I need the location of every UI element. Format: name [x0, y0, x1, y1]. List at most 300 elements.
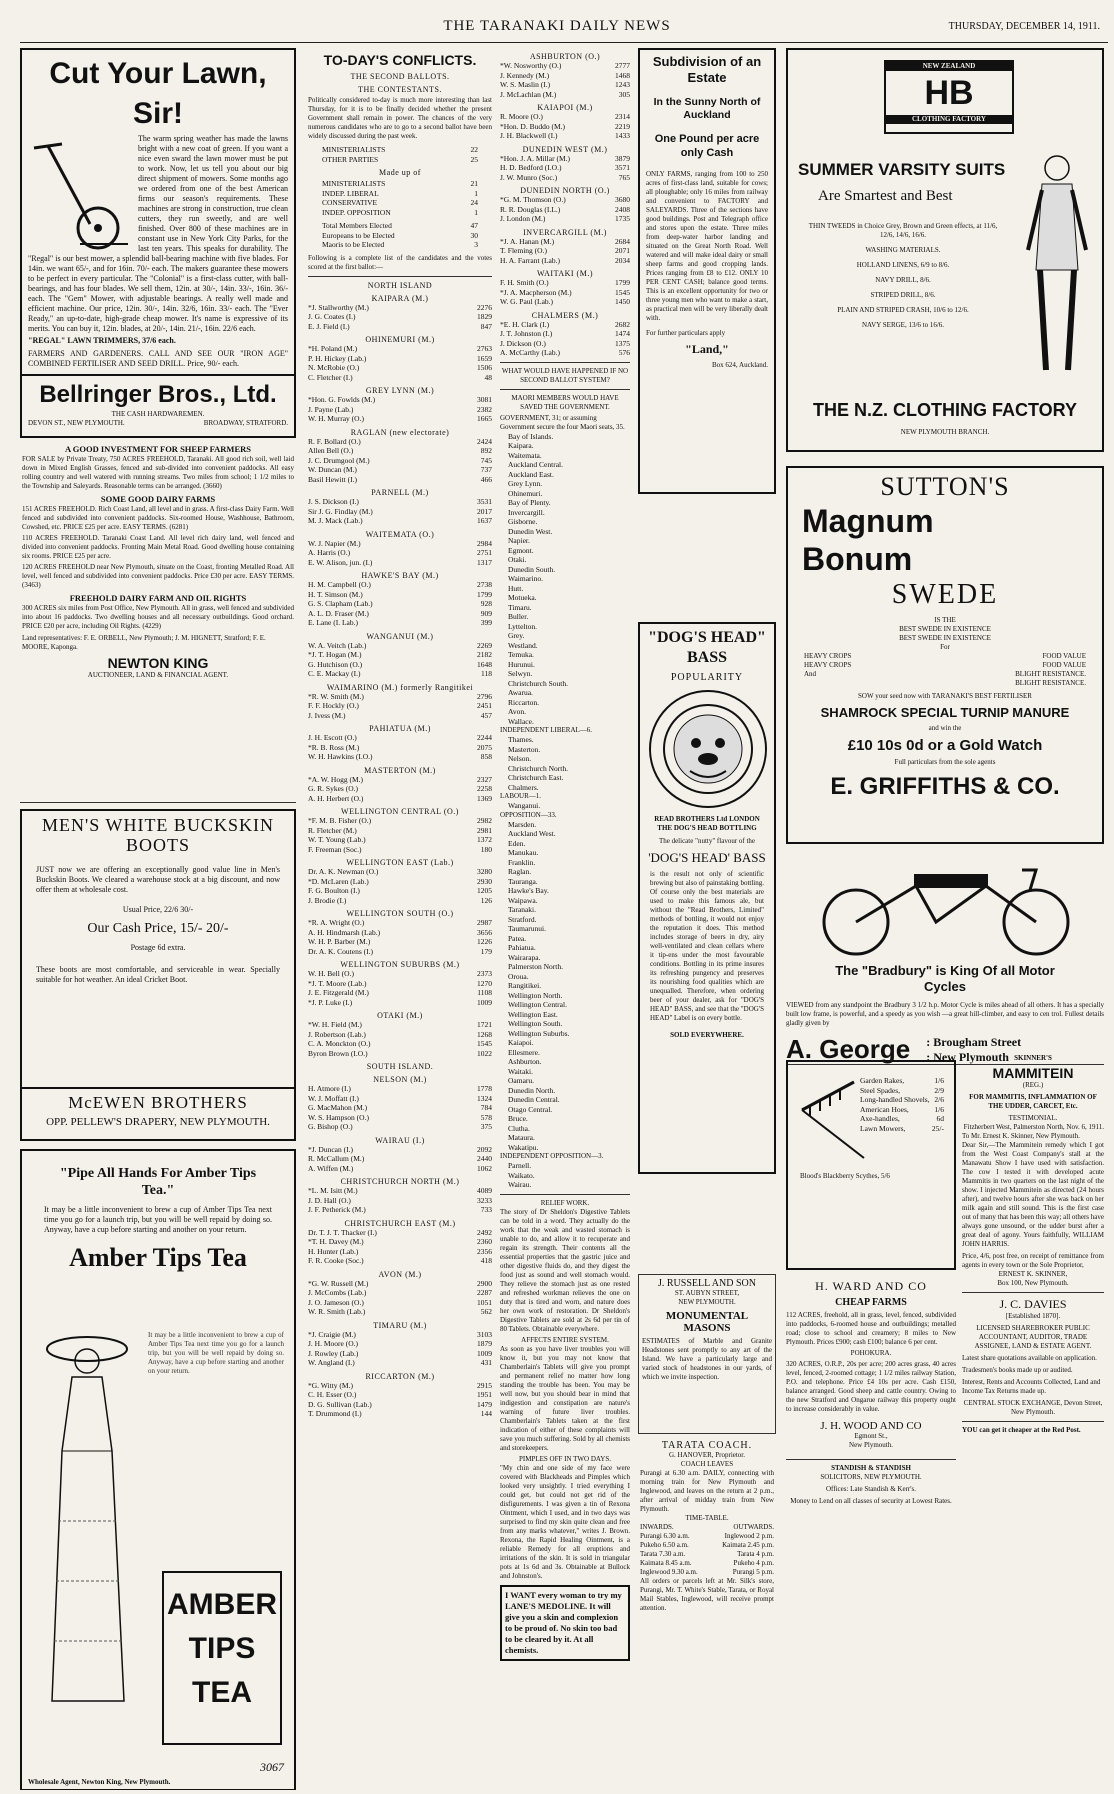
candidate-row [308, 414, 492, 424]
candidate-votes: 1951 [477, 1390, 492, 1399]
hb-logo [884, 60, 1014, 134]
contestants: THE CONTESTANTS. [358, 85, 442, 94]
estate-contact: For further particulars apply [646, 329, 726, 337]
candidate-votes: 1270 [477, 978, 492, 988]
candidate-row [500, 154, 630, 164]
candidate-row [308, 1030, 492, 1040]
candidate-name: G. MacMahon (M.) [308, 1103, 368, 1112]
lawn-headline: Cut Your Lawn, Sir! [49, 57, 267, 130]
bass-name: 'DOG'S HEAD' BASS [648, 850, 766, 865]
candidate-row [308, 1164, 492, 1174]
candidate-votes: 466 [480, 474, 492, 484]
griffiths: E. GRIFFITHS & CO. [830, 773, 1060, 800]
candidate-name: *T. H. Davey (M.) [308, 1237, 364, 1246]
bellringer-address [28, 419, 288, 428]
coach-time-row [640, 1541, 774, 1550]
list-item: Parnell. [508, 1161, 532, 1170]
coach-time: Tarata 4 p.m. [737, 1550, 774, 1558]
list-item: Tauranga. [508, 876, 538, 886]
candidate-name: *J. Craigie (M.) [308, 1329, 356, 1339]
ward-item: 112 ACRES, freehold, all in grass, level, fenced, subdivided into paddocks, 6-roomed house and outbuildings; metalled road; close to school and creamery; 8 miles to New Plymouth. Prices £900; cash £100; balance 6 per cent. [786, 1311, 956, 1346]
electorate-name: AVON (M.) [378, 1269, 422, 1279]
candidate-row [308, 1298, 492, 1308]
tea-agent: Wholesale Agent, Newton King, New Plymouth. [28, 1778, 171, 1786]
electorate-name: RICCARTON (M.) [365, 1371, 435, 1381]
tally-row [322, 208, 478, 218]
candidate-votes: 2777 [615, 61, 630, 70]
list-item: Hutt. [508, 583, 524, 593]
tally-value: 25 [470, 154, 478, 164]
hb-letters: HB [924, 74, 974, 112]
suits-sub: Are Smartest and Best [818, 188, 953, 204]
candidate-name: Basil Hewitt (I.) [308, 474, 357, 484]
tally-row [322, 189, 478, 199]
candidate-name: A. L. D. Fraser (M.) [308, 608, 369, 618]
tally-label: MINISTERIALISTS [322, 179, 386, 188]
and-word: And [804, 670, 817, 678]
candidate-name: *W. H. Field (M.) [308, 1020, 362, 1029]
candidate-name: W. T. Young (Lab.) [308, 835, 366, 844]
mammitis: FOR MAMMITIS, INFLAMMATION OF THE UDDER, CARCET, Etc. [969, 1093, 1097, 1110]
candidate-votes: 2981 [477, 825, 492, 835]
bass-sold: SOLD EVERYWHERE. [670, 1031, 744, 1039]
list-item: Ellesmere. [508, 1047, 540, 1057]
dairy2-heading: FREEHOLD DAIRY FARM AND OIL RIGHTS [69, 593, 247, 603]
candidate-votes: 1721 [477, 1020, 492, 1029]
opposition-heading: OPPOSITION—33. [500, 810, 557, 819]
candidate-votes: 3531 [477, 497, 492, 506]
candidate-name: P. H. Hickey (Lab.) [308, 353, 367, 363]
candidate-name: *D. McLaren (Lab.) [308, 876, 369, 886]
candidate-name: *E. H. Clark (I.) [500, 319, 550, 329]
newton-king-sub: AUCTIONEER, LAND & FINANCIAL AGENT. [87, 671, 229, 679]
south-island-results [308, 1075, 492, 1419]
tool-row [860, 1095, 944, 1105]
sheep-text: FOR SALE by Private Treaty, 750 ACRES FREEHOLD, Taranaki. All good rich soil, well laid down in Mixed English Grasses, fenced and sub-divided into convenient paddocks. All easy rolling country and well watered with running streams. Two miles from school; 1 1/2 miles to the Township and Saleyards. Reasonable terms can be arranged. (3660) [22, 455, 294, 490]
tea-text: It may be a little inconvenient to brew a cup of Amber Tips Tea next time you go for a launch trip, but you will be well repaid by doing so. Anyway, have a cup before starting and another on your return. [44, 1205, 272, 1234]
tally-label: MINISTERIALISTS [322, 145, 386, 154]
candidate-name: W. H. Murray (O.) [308, 414, 364, 423]
candidate-row [308, 784, 492, 794]
candidate-name: J. Robertson (Lab.) [308, 1029, 366, 1039]
list-item: Auckland East. [508, 469, 554, 479]
candidate-row [308, 1237, 492, 1247]
candidate-votes: 3680 [615, 195, 630, 204]
candidate-votes: 1506 [477, 363, 492, 372]
candidate-row [308, 711, 492, 721]
tally-value: 21 [470, 179, 478, 188]
tools-side: Blood's Blackberry Scythes, 5/6 [800, 1172, 890, 1180]
candidate-name: Byron Brown (I.O.) [308, 1048, 368, 1058]
north-island-heading: NORTH ISLAND [367, 280, 433, 290]
woman-illustration [32, 1321, 142, 1721]
candidate-row [308, 1154, 492, 1164]
candidate-votes: 3656 [477, 927, 492, 937]
candidate-row [308, 475, 492, 485]
candidate-votes: 1545 [615, 287, 630, 297]
candidate-name: J. McLachlan (M.) [500, 89, 557, 99]
hb-top: NEW ZEALAND [886, 62, 1012, 71]
rake-icon [794, 1070, 866, 1166]
crops-row [794, 661, 1096, 670]
candidate-name: F. R. Cooke (Soc.) [308, 1256, 364, 1265]
candidate-votes: 4089 [477, 1186, 492, 1195]
candidate-name: T. Fleming (O.) [500, 246, 547, 255]
ward-name: H. WARD AND CO [815, 1279, 927, 1293]
column-1 [20, 48, 296, 1790]
bass-heading: "DOG'S HEAD" BASS [648, 629, 766, 666]
candidate-votes: 2356 [477, 1246, 492, 1256]
lawn-mower-ad [20, 48, 296, 376]
candidate-name: *H. Poland (M.) [308, 344, 358, 353]
candidate-name: G. R. Sykes (O.) [308, 784, 358, 793]
column-4 [638, 48, 776, 1790]
north-island-results [308, 294, 492, 1059]
candidate-votes: 1062 [477, 1163, 492, 1173]
divider [500, 389, 630, 390]
suttons-swede-ad [786, 466, 1104, 844]
coach-inwards: INWARDS. [640, 1523, 674, 1531]
candidate-row [308, 618, 492, 628]
list-item: Waimarino. [508, 574, 544, 583]
factory-sub: NEW PLYMOUTH BRANCH. [900, 428, 990, 436]
dairy-item: 110 ACRES FREEHOLD. Taranaki Coast Land. All level rich dairy land, well fenced and divided into convenient paddocks. Fronting Main Metal Road. Good dwelling house containing six rooms. PRICE £25 per acre. [22, 534, 294, 560]
candidate-votes: 2327 [477, 774, 492, 784]
candidate-name: D. G. Sullivan (Lab.) [308, 1399, 372, 1409]
candidate-votes: 1665 [477, 414, 492, 423]
ward-item: 320 ACRES, O.R.P., 20s per acre; 200 acres grass, 40 acres level, fenced, 2-roomed cottage; 1 1/2 miles railway Station, P.O. and telephone. Price £4 10s per acre. Cash £150, balance arranged. Good sheep and cattle country. Owing to the new Stratford and Ongarue railway this property ought to increase considerably in value. [786, 1360, 956, 1413]
candidate-row [308, 395, 492, 405]
intro-text: Politically considered to-day is much more interesting than last Thursday, for it is to be finally decided whether the present Government shall remain in power. The chances of the very numerous candidates who are to go to a second ballot have been widely discussed during the past week. [308, 96, 492, 140]
coach-outwards: OUTWARDS. [733, 1523, 774, 1531]
bass-text: is the result not only of scientific brewing but also of painstaking bottling. Of course only the best materials are used to make this famous ale, but without the "Read Brothers, Limited" methods of bottling, it would not enjoy the reputation it does. This method includes storage of beers in dry, airy well-ventilated and clean cellars where it tip-ens under the most favourable conditions. Bottling in its prime insures its refreshing pungency and preserves its nourishing food qualities which are unequalled. Therefore, when ordering beer of your dealer, ask for "DOG'S HEAD" BASS, and see that the "DOG'S HEAD" Label is on every bottle. [650, 870, 764, 1022]
electorate-name: WELLINGTON EAST (Lab.) [346, 858, 454, 867]
electorate-name: TIMARU (M.) [373, 1320, 427, 1330]
tea-tin [162, 1571, 282, 1745]
prize: £10 10s 0d or a Gold Watch [847, 737, 1043, 754]
boots-postage: Postage 6d extra. [130, 943, 186, 952]
government-heading: GOVERNMENT, 31; or assuming Government secure the four Maori seats, 35. [500, 413, 625, 431]
candidate-votes: 847 [480, 321, 492, 331]
candidate-name: H. Atmore (I.) [308, 1084, 351, 1093]
candidate-votes: 2682 [615, 319, 630, 329]
candidate-name: *J. Duncan (I.) [308, 1144, 353, 1154]
candidate-row [500, 205, 630, 215]
list-item: Patea. [508, 933, 527, 943]
candidate-votes: 3233 [477, 1195, 492, 1205]
candidate-row [308, 867, 492, 877]
list-item: Clutha. [508, 1123, 530, 1133]
candidate-votes: 2763 [477, 344, 492, 353]
candidate-votes: 2440 [477, 1154, 492, 1163]
candidate-name: *R. A. Wright (O.) [308, 918, 365, 927]
mammitein-price: Price, 4/6, post free, on receipt of remittance from agents in every town or the Sole Proprietor, [962, 1252, 1104, 1269]
candidate-name: Dr. A. K. Newman (O.) [308, 867, 379, 876]
boots-cash-price: Our Cash Price, 15/- 20/- [87, 921, 229, 936]
tea-slogan: "Pipe All Hands For Amber Tips Tea." [59, 1166, 257, 1198]
tally-2 [322, 179, 478, 217]
bradbury-ad [786, 850, 1104, 1065]
candidate-votes: 1022 [477, 1048, 492, 1058]
candidate-name: J. London (M.) [500, 214, 546, 223]
candidate-votes: 1433 [615, 131, 630, 140]
dogs-head-bass-ad [638, 622, 776, 1174]
candidate-row [308, 609, 492, 619]
candidate-votes: 3081 [477, 395, 492, 404]
candidate-votes: 858 [480, 752, 492, 761]
candidate-name: *F. M. B. Fisher (O.) [308, 816, 372, 825]
candidate-row [308, 1196, 492, 1206]
list-item: Dunedin North. [508, 1085, 556, 1095]
candidate-row [308, 775, 492, 785]
candidate-row [500, 237, 630, 247]
candidate-row [308, 947, 492, 957]
candidate-votes: 745 [480, 455, 492, 465]
candidate-name: J. O. Jameson (O.) [308, 1297, 364, 1307]
affects-heading: AFFECTS ENTIRE SYSTEM. [521, 1335, 609, 1344]
tool-name: Steel Spades, [860, 1085, 900, 1095]
candidate-row [308, 1400, 492, 1410]
candidate-name: J. Rowley (Lab.) [308, 1348, 359, 1358]
buckskin-boots-ad [20, 809, 296, 1089]
list-item: Waitemata. [508, 450, 542, 460]
electorate-name: KAIPARA (M.) [371, 293, 429, 303]
candidate-row [308, 1049, 492, 1059]
candidate-row [308, 590, 492, 600]
candidate-votes: 2071 [615, 246, 630, 255]
candidate-votes: 1009 [477, 1348, 492, 1358]
george-name: A. George [786, 1034, 911, 1064]
candidate-name: J. S. Dickson (I.) [308, 497, 359, 506]
candidate-row [308, 558, 492, 568]
candidate-votes: 1205 [477, 886, 492, 895]
list-item: Waitaki. [508, 1066, 534, 1076]
candidate-row [308, 344, 492, 354]
list-item: Wairarapa. [508, 952, 541, 962]
candidate-votes: 2915 [477, 1380, 492, 1390]
testimonial: TESTIMONIAL. [1008, 1114, 1058, 1122]
candidate-name: W. J. Moffatt (I.) [308, 1093, 359, 1103]
candidate-name: *J. T. Hogan (M.) [308, 650, 362, 659]
candidate-row [308, 1279, 492, 1289]
list-item: Oroua. [508, 971, 529, 981]
list-item: Motueka. [508, 593, 537, 602]
list-item: Kaipara. [508, 441, 534, 450]
candidate-votes: 765 [618, 172, 630, 182]
wood-addr-2: New Plymouth. [849, 1441, 893, 1449]
candidate-row [308, 497, 492, 507]
candidate-name: H. D. Bedford (I.O.) [500, 163, 562, 172]
medoline-text: I WANT every woman to try my LANE'S MEDOLINE. It will give you a skin and complexion to be proud of. No skin too bad to be cleared by it. At all chemists. [505, 1589, 622, 1655]
candidate-row [308, 405, 492, 415]
tally-value: 24 [470, 198, 478, 207]
electorate-name: OHINEMURI (M.) [365, 335, 435, 344]
candidate-name: J. Ivess (M.) [308, 710, 346, 720]
list-item: Taranaki. [508, 905, 537, 914]
candidate-name: W. H. Bell (O.) [308, 969, 354, 978]
candidate-row [308, 1288, 492, 1298]
suits-item: HOLLAND LINENS, 6/9 to 8/6. [856, 261, 950, 269]
candidate-name: H. T. Simson (M.) [308, 589, 363, 599]
coach-time: Pukeho 6.50 a.m. [640, 1541, 689, 1549]
newspaper-title: THE TARANAKI DAILY NEWS [443, 18, 671, 34]
proprietor-addr: Box 100, New Plymouth. [997, 1279, 1069, 1287]
tally-label: Total Members Elected [322, 221, 392, 230]
tea-tin-label: AMBER TIPS TEA [167, 1588, 277, 1709]
tool-name: Garden Rakes, [860, 1076, 905, 1085]
column-5 [786, 48, 1104, 1790]
electorate-name: DUNEDIN WEST (M.) [522, 144, 608, 154]
candidate-votes: 3879 [615, 153, 630, 163]
candidate-votes: 2382 [477, 404, 492, 414]
candidate-name: W. J. Napier (M.) [308, 538, 361, 548]
list-item: Wairau. [508, 1180, 532, 1189]
candidate-row [308, 1122, 492, 1132]
crops-row [794, 652, 1096, 661]
candidate-votes: 2408 [615, 204, 630, 214]
candidate-votes: 2900 [477, 1278, 492, 1288]
amber-tips-tea-ad [20, 1149, 296, 1790]
candidate-votes: 180 [480, 844, 492, 854]
candidate-votes: 737 [480, 465, 492, 474]
tool-name: Long-handled Shovels, [860, 1095, 930, 1104]
candidate-name: F. G. Boulton (I.) [308, 886, 360, 895]
blight-resistance: BLIGHT RESISTANCE. [1015, 670, 1086, 678]
electorate-name: CHRISTCHURCH EAST (M.) [344, 1218, 456, 1228]
candidate-row [308, 969, 492, 979]
coach-timetable: TIME-TABLE. [685, 1514, 729, 1522]
candidate-votes: 2219 [615, 121, 630, 131]
dog-eye-icon [715, 738, 725, 748]
electorate-name: OTAKI (M.) [377, 1011, 423, 1020]
electorate-name: WANGANUI (M.) [366, 631, 434, 641]
tally-value: 22 [470, 145, 478, 154]
pimples-text: "My chin and one side of my face were covered with Blackheads and Pimples which looked very unsightly. I tried everything I could get, but could not get rid of the disfigurements. I was given a tin of Rexona Ointment, which I used, and in two days was surprised to find my skin quite clean and free from any marks whatever," writes J. Brown. Rexona, the Rapid Healing Ointment, is a reliable Remedy for all eruptions and irritations of the skin. It is sold in triangular pots at 1s 6d and 3s. Obtainable at Bullock and Johnston's. [500, 1463, 630, 1580]
candidate-row [500, 163, 630, 173]
candidate-name: F. F. Hockly (O.) [308, 701, 359, 710]
list-item: Chalmers. [508, 782, 539, 792]
candidate-row [308, 548, 492, 558]
candidate-votes: 1051 [477, 1297, 492, 1307]
tools-ad [786, 1060, 956, 1270]
coach-proprietor: G. HANOVER, Proprietor. [668, 1451, 746, 1459]
coach-time: Purangi 6.30 a.m. [640, 1532, 690, 1540]
candidate-votes: 1243 [615, 80, 630, 89]
candidate-votes: 1637 [477, 516, 492, 525]
lawn-text: The warm spring weather has made the lawns bright with a new coat of green. If you want a nice even sward the lawn mower must be put to work. Now, let us tell you about our big direct shipment of mowers. Some months ago we ordered from one of the best American firms our season's requirements. These machines are strong in construction, true clean cutters, they run sweetly, and are well finished. Over 800 of these machines are in constant use in New York City Parks, for the last ten years. This speaks for durability. The "Regal" is our best mower, a splendid ball-bearing machine with five blades. For 14in. we want 65/-, and for 16in. 70/- each. The makers guarantee these mowers to be perfect in every particular. The "Colonial" is a first-class cutter, with ball-bearings, and has four blades. We sell them, 12in. at 30/-, 14in. 33/-, 16in. 36/- each. The "Gem" Mower, with adjustable bearings. A really well made and efficient machine. Our price, 12in. 30/-, 14in. 32/6, 16in. 33/- each. The "Ever Ready," an up-to-date, high-grade cheap mower. It's name is expressive of its merits. You can buy it, 12in. blades, at 20/-, 14in. 21/-, 16in. 22/6 each. [28, 134, 288, 333]
indep-liberal-list [500, 735, 630, 792]
coach-time: Kaimata 2.45 p.m. [722, 1541, 774, 1549]
indep-liberal-heading: INDEPENDENT LIBERAL—6. [500, 726, 593, 734]
candidate-row [308, 877, 492, 887]
divider [308, 276, 492, 277]
russell-text: ESTIMATES of Marble and Granite Headstones sent promptly to any art of the Island. We have a particularly large and varied stock of headstones in our yards, of which we invite inspection. [642, 1337, 772, 1381]
electorate-name: WELLINGTON CENTRAL (O.) [341, 807, 459, 816]
candidate-name: G. S. Clapham (Lab.) [308, 599, 373, 608]
candidate-row [308, 354, 492, 364]
bellringer-ad [20, 376, 296, 438]
list-item: Christchurch East. [508, 773, 564, 782]
red-post: YOU can get it cheaper at the Red Post. [962, 1426, 1081, 1434]
candidate-row [500, 195, 630, 205]
electorate-name: WAITEMATA (O.) [365, 529, 435, 539]
list-item: Dunedin Central. [508, 1095, 560, 1104]
tally-value: 3 [474, 240, 478, 249]
candidate-votes: 179 [480, 946, 492, 956]
candidate-name: G. Hutchison (O.) [308, 659, 363, 669]
davies-quote: Latest share quotations available on application. [962, 1354, 1097, 1362]
candidate-name: J. Kennedy (M.) [500, 70, 550, 80]
tool-row [860, 1105, 944, 1115]
list-item: Dunedin West. [508, 526, 553, 536]
candidate-name: *Hon. J. A. Millar (M.) [500, 153, 570, 163]
candidate-name: Dr. A. K. Coutens (I.) [308, 946, 373, 956]
candidate-name: T. Drummond (I.) [308, 1409, 362, 1418]
candidate-name: Allen Bell (O.) [308, 446, 354, 455]
suits-item: NAVY SERGE, 13/6 to 16/6. [861, 321, 945, 329]
candidate-name: C. A. Monckton (O.) [308, 1039, 371, 1048]
what-if-heading: WHAT WOULD HAVE HAPPENED IF NO SECOND BALLOT SYSTEM? [501, 366, 629, 384]
tally-value: 47 [470, 221, 478, 230]
tally-row [322, 240, 478, 250]
candidate-row [308, 1228, 492, 1238]
suits-heading: SUMMER VARSITY SUITS [798, 160, 1006, 179]
bradbury-heading: The "Bradbury" is King Of all Motor Cycles [835, 963, 1055, 994]
list-item: Ohinemuri. [508, 488, 543, 498]
list-item: Timaru. [508, 602, 532, 612]
candidate-row [308, 794, 492, 804]
masthead-rule [20, 42, 1108, 43]
coach-time: Tarata 7.30 a.m. [640, 1550, 686, 1558]
candidate-votes: 892 [480, 446, 492, 455]
candidate-row [308, 539, 492, 549]
coach-leaves: COACH LEAVES [680, 1460, 734, 1468]
list-item: Christchurch North. [508, 763, 568, 773]
candidate-row [308, 1145, 492, 1155]
candidate-name: J. E. Fitzgerald (M.) [308, 988, 369, 997]
list-item: Wanganui. [508, 801, 541, 810]
candidate-votes: 1778 [477, 1084, 492, 1093]
candidate-row [308, 437, 492, 447]
coach-time: Inglewood 9.30 a.m. [640, 1568, 698, 1576]
candidate-row [308, 669, 492, 679]
tally-label: OTHER PARTIES [322, 154, 379, 164]
testimonial-text: Dear Sir,—The Mammitein remedy which I got from the West Coast Company's stall at the Manawatu Show I have used with satisfaction. The cow I tested it with developed acute Mammitis in two quarters on the last night of the show. I injected Mammitein as directed (24 hours after), and twelve hours after she was back on her milk again and still sound. This is the first case out of many that has been this way; all others have always gone unsound, or the udder burst after a great deal of agony. Yours faithfully, WILLIAM JOHN HARRIS. [962, 1141, 1104, 1248]
candidate-votes: 305 [618, 89, 630, 99]
candidate-name: *G. Witty (M.) [308, 1380, 353, 1390]
candidate-name: C. E. Mackay (I.) [308, 669, 361, 678]
candidate-name: R. Moore (O.) [500, 112, 543, 121]
candidate-row [308, 1205, 492, 1215]
electorate-name: GREY LYNN (M.) [365, 386, 435, 395]
tea-text-repeat: It may be a little inconvenient to brew a cup of Amber Tips Tea next time you go for a launch trip, but you will be well repaid by doing so. Anyway, have a cup before starting and another on your return. [148, 1331, 284, 1375]
candidate-votes: 1450 [615, 297, 630, 306]
indep-opposition-heading: INDEPENDENT OPPOSITION—3. [500, 1152, 604, 1160]
candidate-votes: 2314 [615, 112, 630, 121]
electorate-name: MASTERTON (M.) [364, 765, 436, 775]
coach-time: Purangi 5 p.m. [732, 1568, 774, 1576]
candidate-name: W. H. P. Barber (M.) [308, 937, 371, 946]
list-item: Auckland West. [508, 829, 556, 838]
candidate-name: *R. W. Smith (M.) [308, 691, 364, 701]
candidate-name: J. G. Coates (I.) [308, 312, 356, 321]
labour-list [500, 801, 630, 811]
candidate-name: A. H. Hindmarsh (Lab.) [308, 927, 381, 937]
list-item: Oamaru. [508, 1076, 535, 1085]
electorate-name: WELLINGTON SOUTH (O.) [346, 909, 454, 918]
candidate-row [308, 1381, 492, 1391]
tea-small-print [148, 1331, 284, 1376]
